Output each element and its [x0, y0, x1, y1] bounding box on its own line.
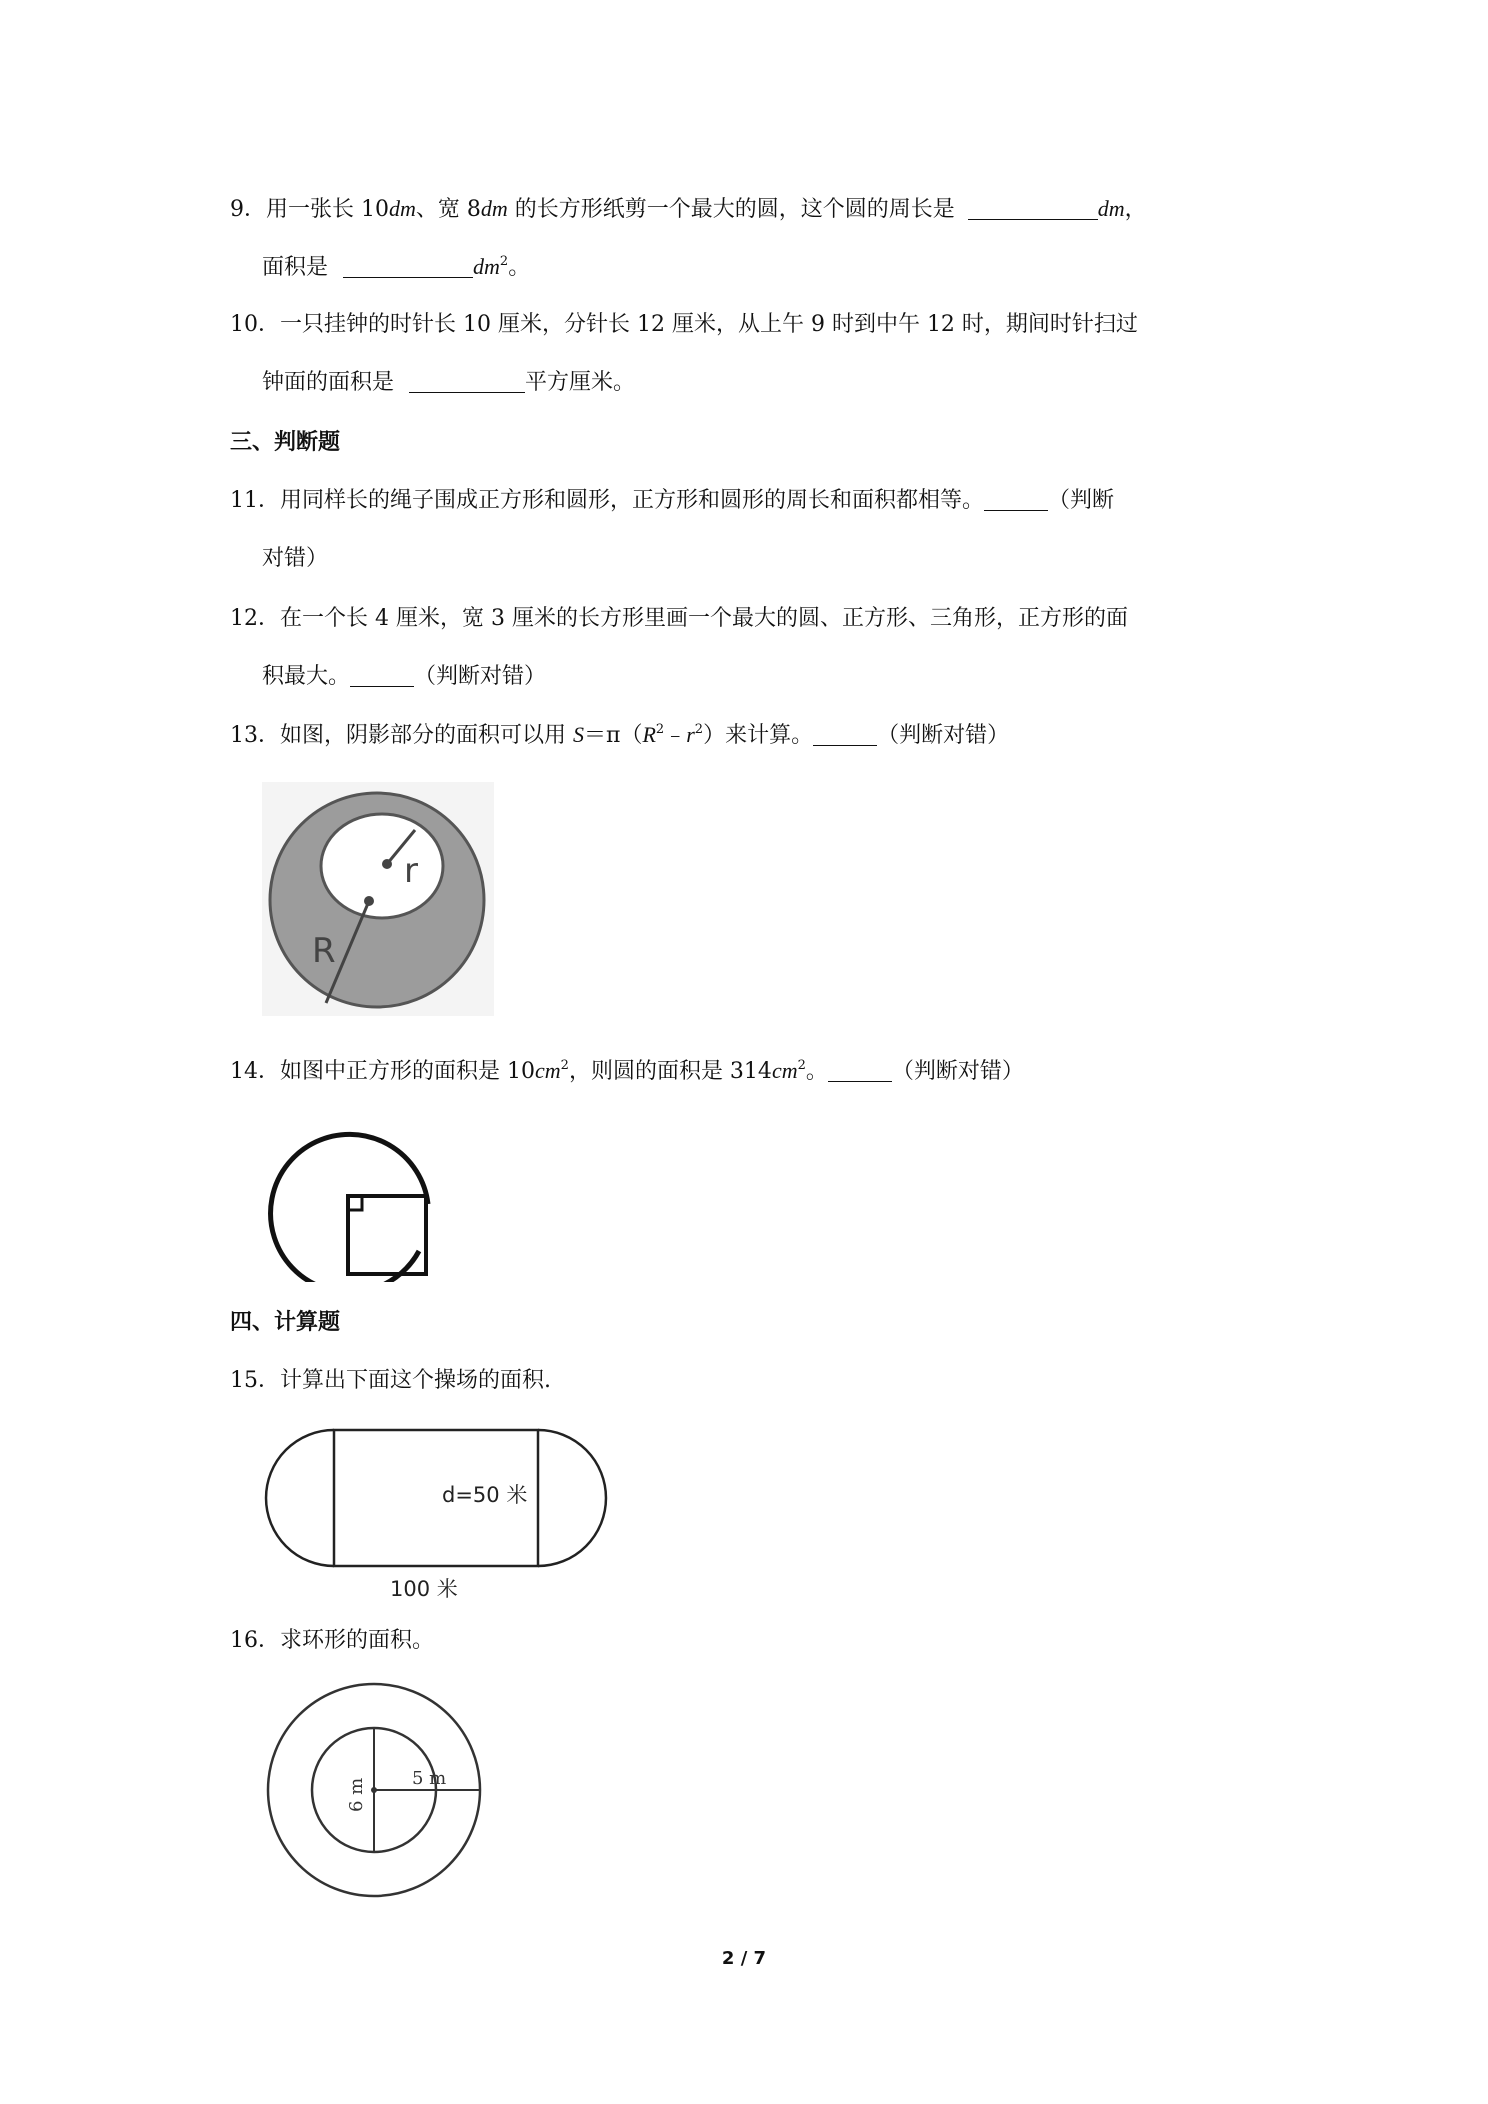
label-5m: 5 m [412, 1768, 447, 1789]
center-dot [382, 859, 392, 869]
circle-square-figure [268, 1114, 438, 1282]
q15-number: 15． [230, 1368, 280, 1393]
answer-blank[interactable] [968, 197, 1098, 220]
center-dot [371, 1787, 377, 1793]
answer-blank[interactable] [828, 1059, 892, 1082]
q9-number: 9． [230, 197, 266, 222]
q10-line2: 钟面的面积是 平方厘米。 [262, 370, 636, 395]
q12-line2: 积最大。 （判断对错） [262, 664, 547, 689]
ring-figure [262, 1680, 490, 1900]
answer-blank[interactable] [350, 664, 414, 687]
answer-blank[interactable] [409, 370, 525, 393]
section-heading-calculation: 四、计算题 [230, 1310, 341, 1335]
q10-number: 10． [230, 312, 280, 337]
label-R: R [312, 931, 336, 971]
q9-line1: 9．用一张长 10dm、宽 8dm 的长方形纸剪一个最大的圆，这个圆的周长是 dm， [230, 196, 1147, 222]
answer-blank[interactable] [984, 488, 1048, 511]
q11-line2: 对错） [262, 546, 329, 571]
q11-line1: 11．用同样长的绳子围成正方形和圆形，正方形和圆形的周长和面积都相等。 （判断 [230, 488, 1115, 513]
length-label: 100 米 [390, 1577, 458, 1601]
answer-blank[interactable] [813, 723, 877, 746]
q13-line: 13．如图，阴影部分的面积可以用 $S=\pi(R^2﹣r^2)$来计算。 （判断对错） [230, 722, 1010, 748]
page-number: 2 / 7 [721, 1948, 767, 1969]
right-angle-mark [348, 1196, 362, 1210]
section-heading-judgment: 三、判断题 [230, 430, 341, 455]
left-semicircle [266, 1430, 334, 1566]
q15-line: 15．计算出下面这个操场的面积. [230, 1368, 551, 1393]
q16-number: 16． [230, 1628, 280, 1653]
label-6m: 6 m [346, 1777, 367, 1812]
diameter-label: d=50 米 [442, 1483, 528, 1507]
q14-number: 14． [230, 1059, 280, 1084]
q12-line1: 12．在一个长 4 厘米，宽 3 厘米的长方形里画一个最大的圆、正方形、三角形，正方形的面 [230, 606, 1128, 631]
q9-line2: 面积是 $dm^2$。 [262, 254, 531, 280]
annulus-figure [262, 782, 494, 1016]
label-r: r [404, 851, 418, 891]
right-semicircle [538, 1430, 606, 1566]
inner-circle [321, 814, 443, 918]
q13-number: 13． [230, 723, 280, 748]
answer-blank[interactable] [343, 255, 473, 278]
q14-line: 14．如图中正方形的面积是 $10cm^2$，则圆的面积是 $314cm^2$。 （判断对错） [230, 1058, 1024, 1084]
playground-figure [262, 1418, 612, 1604]
q12-number: 12． [230, 606, 280, 631]
q10-line1: 10．一只挂钟的时针长 10 厘米，分针长 12 厘米，从上午 9 时到中午 12 时，期间时针扫过 [230, 312, 1138, 337]
q16-line: 16．求环形的面积。 [230, 1628, 435, 1653]
q11-number: 11． [230, 488, 280, 513]
